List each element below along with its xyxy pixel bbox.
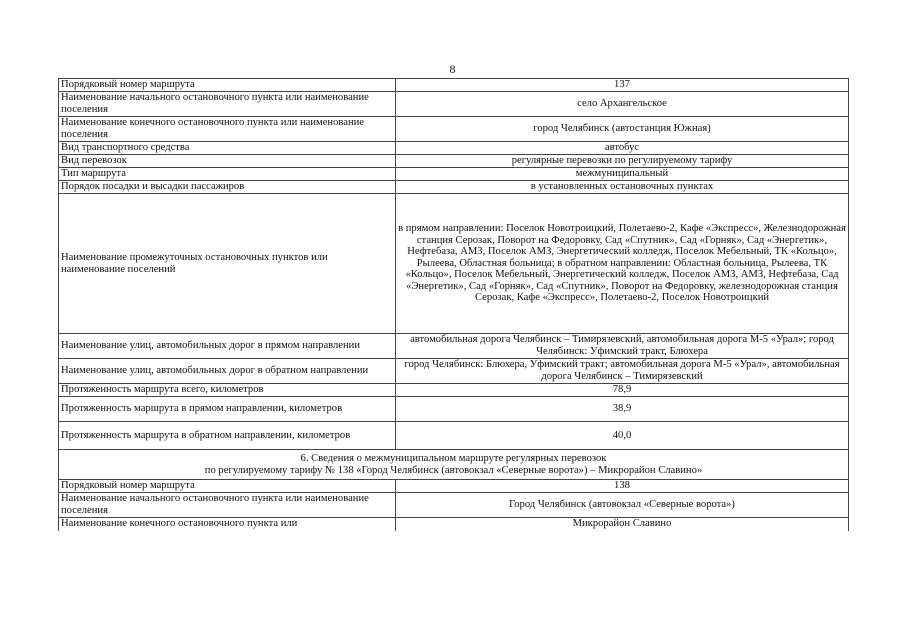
row-value: регулярные перевозки по регулируемому тарифу (396, 155, 849, 168)
table-row (59, 480, 849, 493)
row-value: автомобильная дорога Челябинск – Тимирязевский, автомобильная дорога М-5 «Урал»; город Челябинск: Уфимский тракт, Блюхера (396, 334, 849, 359)
section-heading-row (59, 450, 849, 480)
row-label: Наименование промежуточных остановочных пунктов или наименование поселений (59, 194, 396, 334)
row-label: Протяженность маршрута всего, километров (59, 384, 396, 397)
table-row (59, 79, 849, 92)
row-value: 40,0 (396, 422, 849, 450)
table-row (59, 359, 849, 384)
row-label: Порядок посадки и высадки пассажиров (59, 181, 396, 194)
row-label: Наименование конечного остановочного пункта или наименование поселения (59, 117, 396, 142)
row-value: 38,9 (396, 397, 849, 422)
row-label: Наименование улиц, автомобильных дорог в прямом направлении (59, 334, 396, 359)
table-row (59, 92, 849, 117)
row-label: Наименование конечного остановочного пункта или (59, 518, 396, 531)
section-heading (59, 450, 849, 480)
row-label: Протяженность маршрута в обратном направлении, километров (59, 422, 396, 450)
row-value: город Челябинск: Блюхера, Уфимский тракт; автомобильная дорога М-5 «Урал», автомобильная дорога Челябинск – Тимирязевский (396, 359, 849, 384)
table-row (59, 493, 849, 518)
table-row (59, 422, 849, 450)
row-value: автобус (396, 142, 849, 155)
table-row (59, 384, 849, 397)
table-row (59, 155, 849, 168)
row-value: межмуниципальный (396, 168, 849, 181)
row-label: Наименование начального остановочного пункта или наименование поселения (59, 92, 396, 117)
table-row (59, 117, 849, 142)
row-value: город Челябинск (автостанция Южная) (396, 117, 849, 142)
row-label: Вид перевозок (59, 155, 396, 168)
table-row (59, 181, 849, 194)
row-label: Порядковый номер маршрута (59, 79, 396, 92)
section-heading-line-1: 6. Сведения о межмуниципальном маршруте регулярных перевозок (300, 452, 607, 464)
table-row (59, 334, 849, 359)
row-value: 78,9 (396, 384, 849, 397)
row-value: 137 (396, 79, 849, 92)
table-row (59, 397, 849, 422)
row-label: Тип маршрута (59, 168, 396, 181)
row-value: Город Челябинск (автовокзал «Северные ворота») (396, 493, 849, 518)
page-number: 8 (449, 62, 456, 76)
row-value: Микрорайон Славино (396, 518, 849, 531)
row-value: село Архангельское (396, 92, 849, 117)
row-label: Наименование улиц, автомобильных дорог в обратном направлении (59, 359, 396, 384)
row-value: 138 (396, 480, 849, 493)
row-label: Протяженность маршрута в прямом направлении, километров (59, 397, 396, 422)
route-info-table (58, 78, 849, 531)
table-row (59, 518, 849, 531)
table-row (59, 194, 849, 334)
row-value: в установленных остановочных пунктах (396, 181, 849, 194)
row-label: Порядковый номер маршрута (59, 480, 396, 493)
row-value: в прямом направлении: Поселок Новотроицкий, Полетаево-2, Кафе «Экспресс», Железнодорожная станция Серозак, Поворот на Федоровку, Сад «Спутник», Сад «Горняк», Сад «Энергетик», Нефтебаза, АМЗ, Поселок АМЗ, Энергетический колледж, Поселок Мебельный, ТК «Кольцо», Рылеева, Областная больница; в обратном направлении: Областная больница, Рылеева, ТК «Кольцо», Поселок Мебельный, Энергетический колледж, Поселок АМЗ, АМЗ, Нефтебаза, Сад «Энергетик», Сад «Горняк», Сад «Спутник», Поворот на Федоровку, железнодорожная станция Серозак, Кафе «Экспресс», Полетаево-2, Поселок Новотроицкий (396, 194, 849, 334)
section-heading-line-2: по регулируемому тарифу № 138 «Город Челябинск (автовокзал «Северные ворота») – Микрорайон Славино» (204, 464, 703, 476)
row-label: Вид транспортного средства (59, 142, 396, 155)
table-row (59, 142, 849, 155)
table-row (59, 168, 849, 181)
row-label: Наименование начального остановочного пункта или наименование поселения (59, 493, 396, 518)
